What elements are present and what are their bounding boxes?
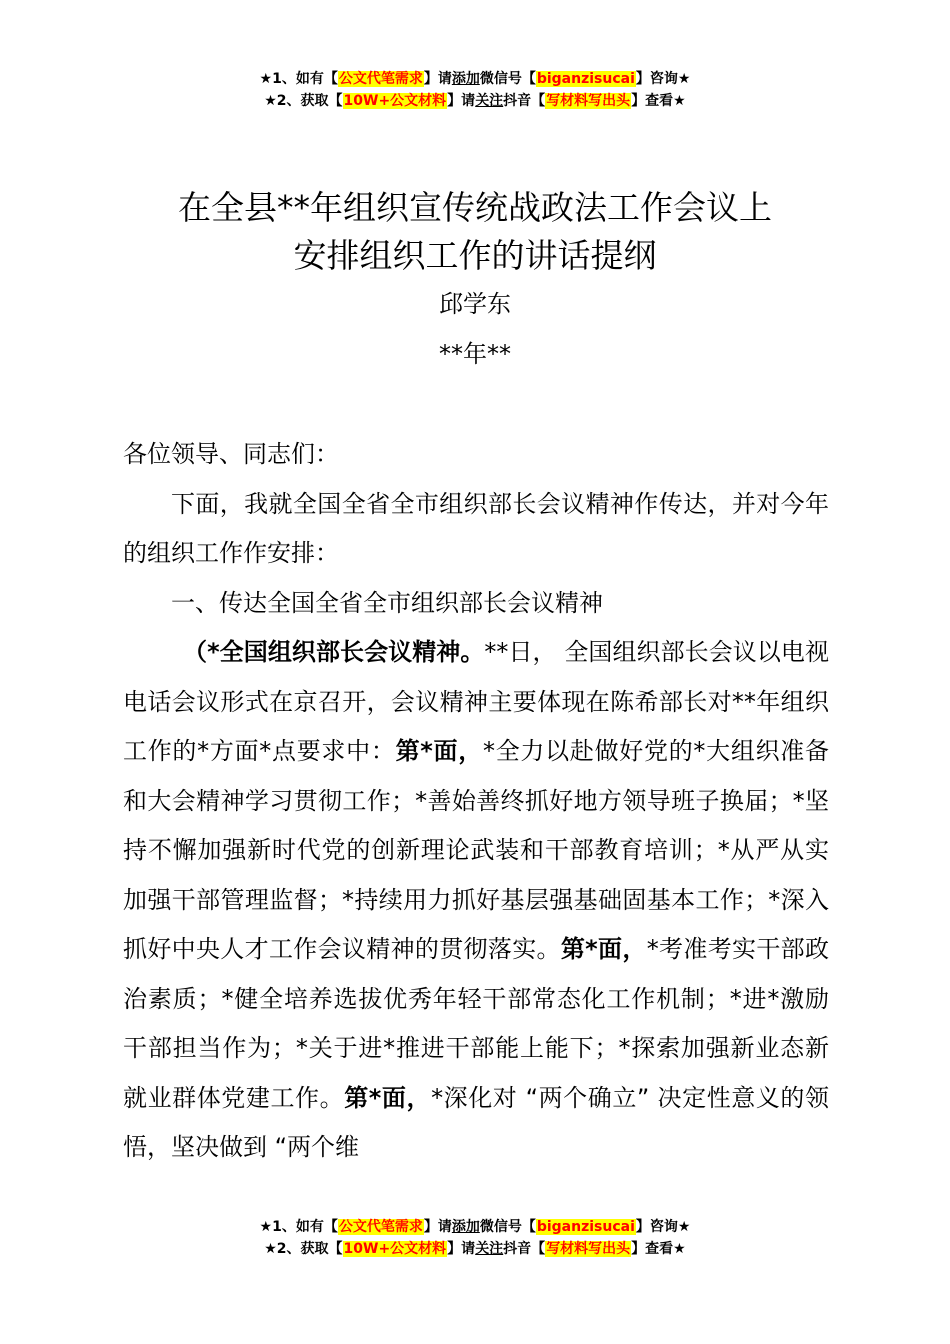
banner-text: 】请: [447, 1241, 476, 1257]
salutation: 各位领导、同志们：: [123, 440, 339, 468]
intro-paragraph: 下面，我就全国全省全市组织部长会议精神作传达，并对今年的组织工作作安排：: [123, 489, 829, 567]
banner-text: 】请: [423, 71, 452, 87]
banner-text: 】查看★: [631, 1241, 686, 1257]
banner-line-1: [0, 68, 950, 90]
banner-underline: 添加: [451, 71, 480, 87]
banner-text: 】咨询★: [635, 1219, 691, 1235]
document-title: [0, 184, 950, 280]
banner-text: 】咨询★: [635, 71, 691, 87]
banner-highlight: biganzisucai: [536, 1219, 635, 1235]
bold-lead: （*全国组织部长会议精神。: [183, 638, 485, 666]
title-line-2: 安排组织工作的讲话提纲: [293, 236, 657, 275]
banner-text: 】请: [423, 1219, 452, 1235]
bold-lead: 第*面，: [560, 935, 647, 963]
banner-text: ★2、获取【: [264, 93, 343, 109]
banner-line-1: [0, 1216, 950, 1238]
banner-underline: 关注: [475, 93, 504, 109]
banner-highlight: 10W+公文材料: [343, 1241, 447, 1257]
banner-text: 微信号【: [479, 1219, 536, 1235]
paragraph-text: *深化对 “两个确立” 决定性意义的领悟，坚决做到 “两个维: [123, 1083, 829, 1161]
banner-line-2: [0, 90, 950, 112]
banner-underline: 关注: [475, 1241, 504, 1257]
body-paragraph: [123, 628, 829, 1173]
banner-text: 抖音【: [503, 93, 546, 109]
banner-highlight: 10W+公文材料: [343, 93, 447, 109]
banner-text: 】查看★: [631, 93, 686, 109]
banner-text: ★1、如有【: [259, 1219, 338, 1235]
banner-highlight: biganzisucai: [536, 71, 635, 87]
paragraph-text: *考准考实干部政治素质；*健全培养选拔优秀年轻干部常态化工作机制；*进*激励干部担当作为；*关于进*推进干部能上能下；*探索加强新业态新就业群体党建工作。: [123, 935, 829, 1112]
banner-highlight: 公文代笔需求: [338, 1219, 423, 1235]
banner-highlight: 公文代笔需求: [338, 71, 423, 87]
banner-text: 】请: [447, 93, 476, 109]
banner-highlight: 写材料写出头: [546, 93, 631, 109]
banner-text: ★2、获取【: [264, 1241, 343, 1257]
banner-line-2: [0, 1238, 950, 1260]
banner-text: 抖音【: [503, 1241, 546, 1257]
banner-text: 微信号【: [479, 71, 536, 87]
section-heading: 一、传达全国全省全市组织部长会议精神: [171, 588, 603, 617]
title-line-1: 在全县**年组织宣传统战政法工作会议上: [178, 188, 772, 227]
paragraph-text: *全力以赴做好党的*大组织准备和大会精神学习贯彻工作；*善始善终抓好地方领导班子换届；*坚持不懈加强新时代党的创新理论武装和干部教育培训；*从严从实加强干部管理监督；*持续用力抓好基层强基础固基本工作；*深入抓好中央人才工作会议精神的贯彻落实。: [123, 737, 830, 963]
header-banner: [0, 68, 950, 112]
bold-lead: 第*面，: [395, 737, 483, 765]
bold-lead: 第*面，: [344, 1083, 432, 1112]
banner-underline: 添加: [451, 1219, 480, 1235]
author: 邱学东: [439, 290, 511, 318]
date: **年**: [439, 340, 511, 368]
banner-text: ★1、如有【: [259, 71, 338, 87]
banner-highlight: 写材料写出头: [546, 1241, 631, 1257]
paragraph-text: **日， 全国组织部长会议以电视电话会议形式在京召开，会议精神主要体现在陈希部长对**年组织工作的*方面*点要求中：: [123, 638, 829, 765]
document-body: [123, 430, 829, 1173]
footer-banner: [0, 1216, 950, 1260]
